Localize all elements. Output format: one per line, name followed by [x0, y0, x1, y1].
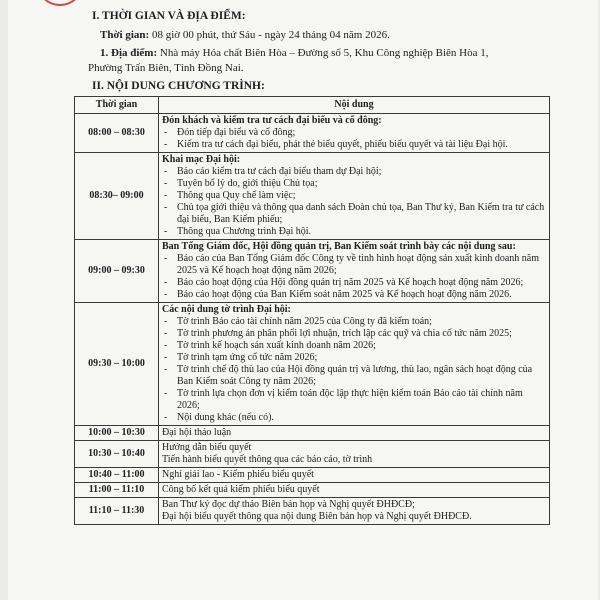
- time-cell: 11:10 – 11:30: [75, 498, 159, 525]
- section-2-heading: II. NỘI DUNG CHƯƠNG TRÌNH:: [92, 80, 265, 92]
- agenda-group-title: Đón khách và kiểm tra tư cách đại biểu và cổ đông:: [162, 115, 382, 126]
- content-cell: [159, 498, 550, 525]
- agenda-item: - Thông qua Quy chế làm việc;: [162, 190, 546, 202]
- agenda-item: - Tờ trình tạm ứng cổ tức năm 2026;: [162, 352, 546, 364]
- agenda-item: - Báo cáo kiểm tra tư cách đại biểu tham dự Đại hội;: [162, 166, 546, 178]
- content-cell: [159, 468, 550, 483]
- table-row: [75, 498, 550, 525]
- time-cell: 08:30– 09:00: [75, 153, 159, 240]
- program-table-body: [75, 114, 550, 525]
- table-row: [75, 114, 550, 153]
- venue-label: 1. Địa điểm:: [100, 47, 158, 59]
- table-row: [75, 426, 550, 441]
- agenda-item: - Thông qua Chương trình Đại hội.: [162, 226, 546, 238]
- table-row: [75, 468, 550, 483]
- time-cell: 11:00 – 11:10: [75, 483, 159, 498]
- agenda-line: Đại hội biểu quyết thông qua nội dung Biên bản họp và Nghị quyết ĐHĐCĐ.: [162, 511, 472, 522]
- content-cell: [159, 426, 550, 441]
- program-table: [74, 96, 550, 525]
- agenda-item-list: [162, 316, 546, 424]
- agenda-item: - Tờ trình Báo cáo tài chính năm 2025 của Công ty đã kiểm toán;: [162, 316, 546, 328]
- agenda-item-list: [162, 127, 546, 151]
- venue-line: [100, 47, 488, 60]
- table-row: [75, 441, 550, 468]
- agenda-group-title: Các nội dung tờ trình Đại hội:: [162, 304, 291, 315]
- content-cell: [159, 114, 550, 153]
- document-page: [8, 0, 598, 600]
- agenda-item: - Báo cáo hoạt động của Ban Kiểm soát năm 2025 và Kế hoạch hoạt động năm 2026.: [162, 289, 546, 301]
- table-row: [75, 240, 550, 303]
- content-cell: [159, 153, 550, 240]
- agenda-line: Ban Thư ký đọc dự thảo Biên bản họp và Nghị quyết ĐHĐCĐ;: [162, 499, 415, 510]
- agenda-item: - Đón tiếp đại biểu và cổ đông;: [162, 127, 546, 139]
- venue-value: Nhà máy Hóa chất Biên Hòa – Đường số 5, Khu Công nghiệp Biên Hòa 1,: [159, 47, 489, 59]
- agenda-item: - Chủ tọa giới thiệu và thông qua danh sách Đoàn chủ tọa, Ban Thư ký, Ban Kiểm tra tư cách đại biểu, Ban Kiểm phiếu;: [162, 202, 546, 226]
- agenda-item: - Tờ trình phương án phân phối lợi nhuận, trích lập các quỹ và chia cổ tức năm 2025;: [162, 328, 546, 340]
- time-value: 08 giờ 00 phút, thứ Sáu - ngày 24 tháng 04 năm 2026.: [151, 29, 390, 41]
- agenda-item: - Báo cáo hoạt động của Hội đồng quản trị năm 2025 và Kế hoạch hoạt động năm 2026;: [162, 277, 546, 289]
- agenda-line: Tiến hành biểu quyết thông qua các báo cáo, tờ trình: [162, 454, 373, 465]
- table-header-row: [75, 97, 550, 114]
- table-row: [75, 483, 550, 498]
- agenda-line: Nghỉ giải lao - Kiểm phiếu biểu quyết: [162, 469, 314, 480]
- time-cell: 10:00 – 10:30: [75, 426, 159, 441]
- header-time: Thời gian: [75, 97, 159, 114]
- content-cell: [159, 441, 550, 468]
- agenda-item: - Tờ trình lựa chọn đơn vị kiểm toán độc lập thực hiện kiểm toán Báo cáo tài chính năm 2026;: [162, 388, 546, 412]
- time-cell: 10:40 – 11:00: [75, 468, 159, 483]
- table-row: [75, 153, 550, 240]
- agenda-item: - Tờ trình kế hoạch sản xuất kinh doanh năm 2026;: [162, 340, 546, 352]
- table-row: [75, 303, 550, 426]
- time-cell: 08:00 – 08:30: [75, 114, 159, 153]
- time-cell: 09:30 – 10:00: [75, 303, 159, 426]
- time-cell: 09:00 – 09:30: [75, 240, 159, 303]
- venue-line-2: Phường Trấn Biên, Tỉnh Đồng Nai.: [88, 62, 244, 74]
- header-content: Nội dung: [159, 97, 550, 114]
- agenda-item: - Kiểm tra tư cách đại biểu, phát thẻ biểu quyết, phiếu biểu quyết và tài liệu Đại hội.: [162, 139, 546, 151]
- agenda-line: Hướng dẫn biểu quyết: [162, 442, 252, 453]
- time-line: [100, 29, 390, 42]
- content-cell: [159, 483, 550, 498]
- content-cell: [159, 240, 550, 303]
- agenda-line: Đại hội thảo luận: [162, 427, 232, 438]
- agenda-item: - Nội dung khác (nếu có).: [162, 412, 546, 424]
- agenda-item-list: [162, 166, 546, 238]
- agenda-item: - Báo cáo của Ban Tổng Giám đốc Công ty về tình hình hoạt động sản xuất kinh doanh năm 2025 và Kế hoạch hoạt động năm 2026;: [162, 253, 546, 277]
- section-1-heading: I. THỜI GIAN VÀ ĐỊA ĐIỂM:: [92, 10, 246, 22]
- agenda-item: - Tuyên bố lý do, giới thiệu Chủ tọa;: [162, 178, 546, 190]
- agenda-group-title: Khai mạc Đại hội:: [162, 154, 241, 165]
- agenda-item-list: [162, 253, 546, 301]
- content-cell: [159, 303, 550, 426]
- time-label: Thời gian:: [100, 29, 150, 41]
- red-seal-stamp: [36, 0, 84, 6]
- agenda-item: - Tờ trình chế độ thù lao của Hội đồng quản trị và lương, thù lao, ngân sách hoạt động của Ban Kiểm soát Công ty năm 2026;: [162, 364, 546, 388]
- agenda-line: Công bố kết quả kiểm phiếu biểu quyết: [162, 484, 320, 495]
- agenda-group-title: Ban Tổng Giám đốc, Hội đồng quản trị, Ban Kiểm soát trình bày các nội dung sau:: [162, 241, 516, 252]
- time-cell: 10:30 – 10:40: [75, 441, 159, 468]
